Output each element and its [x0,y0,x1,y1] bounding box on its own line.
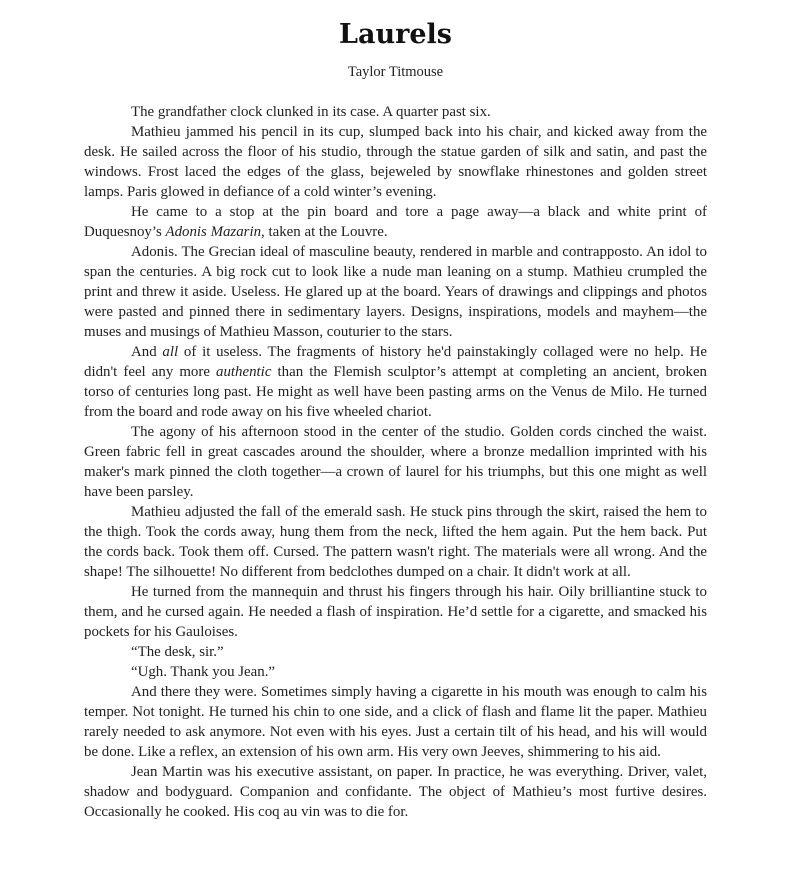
story-paragraph [84,642,707,662]
story-paragraph [84,242,707,342]
story-paragraph [84,122,707,202]
paragraph-text: He came to a stop at the pin board and tore a page away—a black and white print of Duquesnoy’s [84,204,707,240]
paragraph-text: Adonis. The Grecian ideal of masculine beauty, rendered in marble and contrapposto. An idol to span the centuries. A big rock cut to look like a nude man leaning on a stump. Mathieu crumpled the print and threw it aside. Useless. He glared up at the board. Years of drawings and clippings and photos were pasted and pinned there in sedimentary layers. Designs, inspirations, models and mayhem—the muses and musings of Mathieu Masson, couturier to the stars. [84,244,707,340]
paragraph-text: The grandfather clock clunked in its case. A quarter past six. [131,104,491,120]
story-paragraph [84,202,707,242]
paragraph-text: than the Flemish sculptor’s attempt at completing an ancient, broken torso of centuries long past. He might as well have been pasting arms on the Venus de Milo. He turned from the board and rode away on his five wheeled chariot. [84,364,708,420]
paragraph-text: And there they were. Sometimes simply having a cigarette in his mouth was enough to calm his temper. Not tonight. He turned his chin to one side, and a click of flash and flame lit the paper. Mathieu rarely needed to ask anymore. Not even with his eyes. Just a certain tilt of his head, and his will would be done. Like a reflex, an extension of his own arm. His very own Jeeves, shimmering to his aid. [84,684,707,760]
paragraph-text: And [131,344,163,360]
paragraph-text: He turned from the mannequin and thrust his fingers through his hair. Oily brilliantine stuck to them, and he cursed again. He needed a flash of inspiration. He’d settle for a cigarette, and smacked his pockets for his Gauloises. [84,584,707,640]
paragraph-text: The agony of his afternoon stood in the center of the studio. Golden cords cinched the waist. Green fabric fell in great cascades around the shoulder, where a bronze medallion imprinted with his maker's mark pinned the cloth together—a crown of laurel for his triumphs, but this one might as well have been parsley. [84,424,707,500]
paragraph-text: Mathieu jammed his pencil in its cup, slumped back into his chair, and kicked away from the desk. He sailed across the floor of his studio, through the statue garden of silk and satin, and past the windows. Frost laced the edges of the glass, bejeweled by snowflake rhinestones and golden street lamps. Paris glowed in defiance of a cold winter’s evening. [84,124,707,200]
paragraph-text: Jean Martin was his executive assistant, on paper. In practice, he was everything. Driver, valet, shadow and bodyguard. Companion and confidante. The object of Mathieu’s most furtive desires. Occasionally he cooked. His coq au vin was to die for. [84,764,707,820]
story-paragraph [84,582,707,642]
emphasized-text: all [162,344,179,360]
paragraph-text: “The desk, sir.” [131,644,224,660]
story-body [84,102,707,822]
story-title: Laurels [339,19,452,50]
emphasized-text: Adonis Mazarin [165,224,262,240]
story-paragraph [84,502,707,582]
paragraph-text: Mathieu adjusted the fall of the emerald sash. He stuck pins through the skirt, raised the hem to the thigh. Took the cords away, hung them from the neck, lifted the hem again. Put the hem back. Put the cords back. Took them off. Cursed. The pattern wasn't right. The materials were all wrong. And the shape! The silhouette! No different from bedclothes dumped on a chair. It didn't work at all. [84,504,707,580]
story-paragraph [84,662,707,682]
story-paragraph [84,422,707,502]
paragraph-text: , taken at the Louvre. [261,224,388,240]
story-author: Taylor Titmouse [347,64,444,80]
story-page [84,0,707,822]
paragraph-text: “Ugh. Thank you Jean.” [131,664,276,680]
story-paragraph [84,762,707,822]
emphasized-text: authentic [216,364,272,380]
story-paragraph [84,682,707,762]
story-paragraph [84,342,707,422]
paragraph-text: of it useless. The fragments of history he'd painstakingly collaged were no help. He didn't feel any more [84,344,708,380]
story-paragraph [84,102,707,122]
